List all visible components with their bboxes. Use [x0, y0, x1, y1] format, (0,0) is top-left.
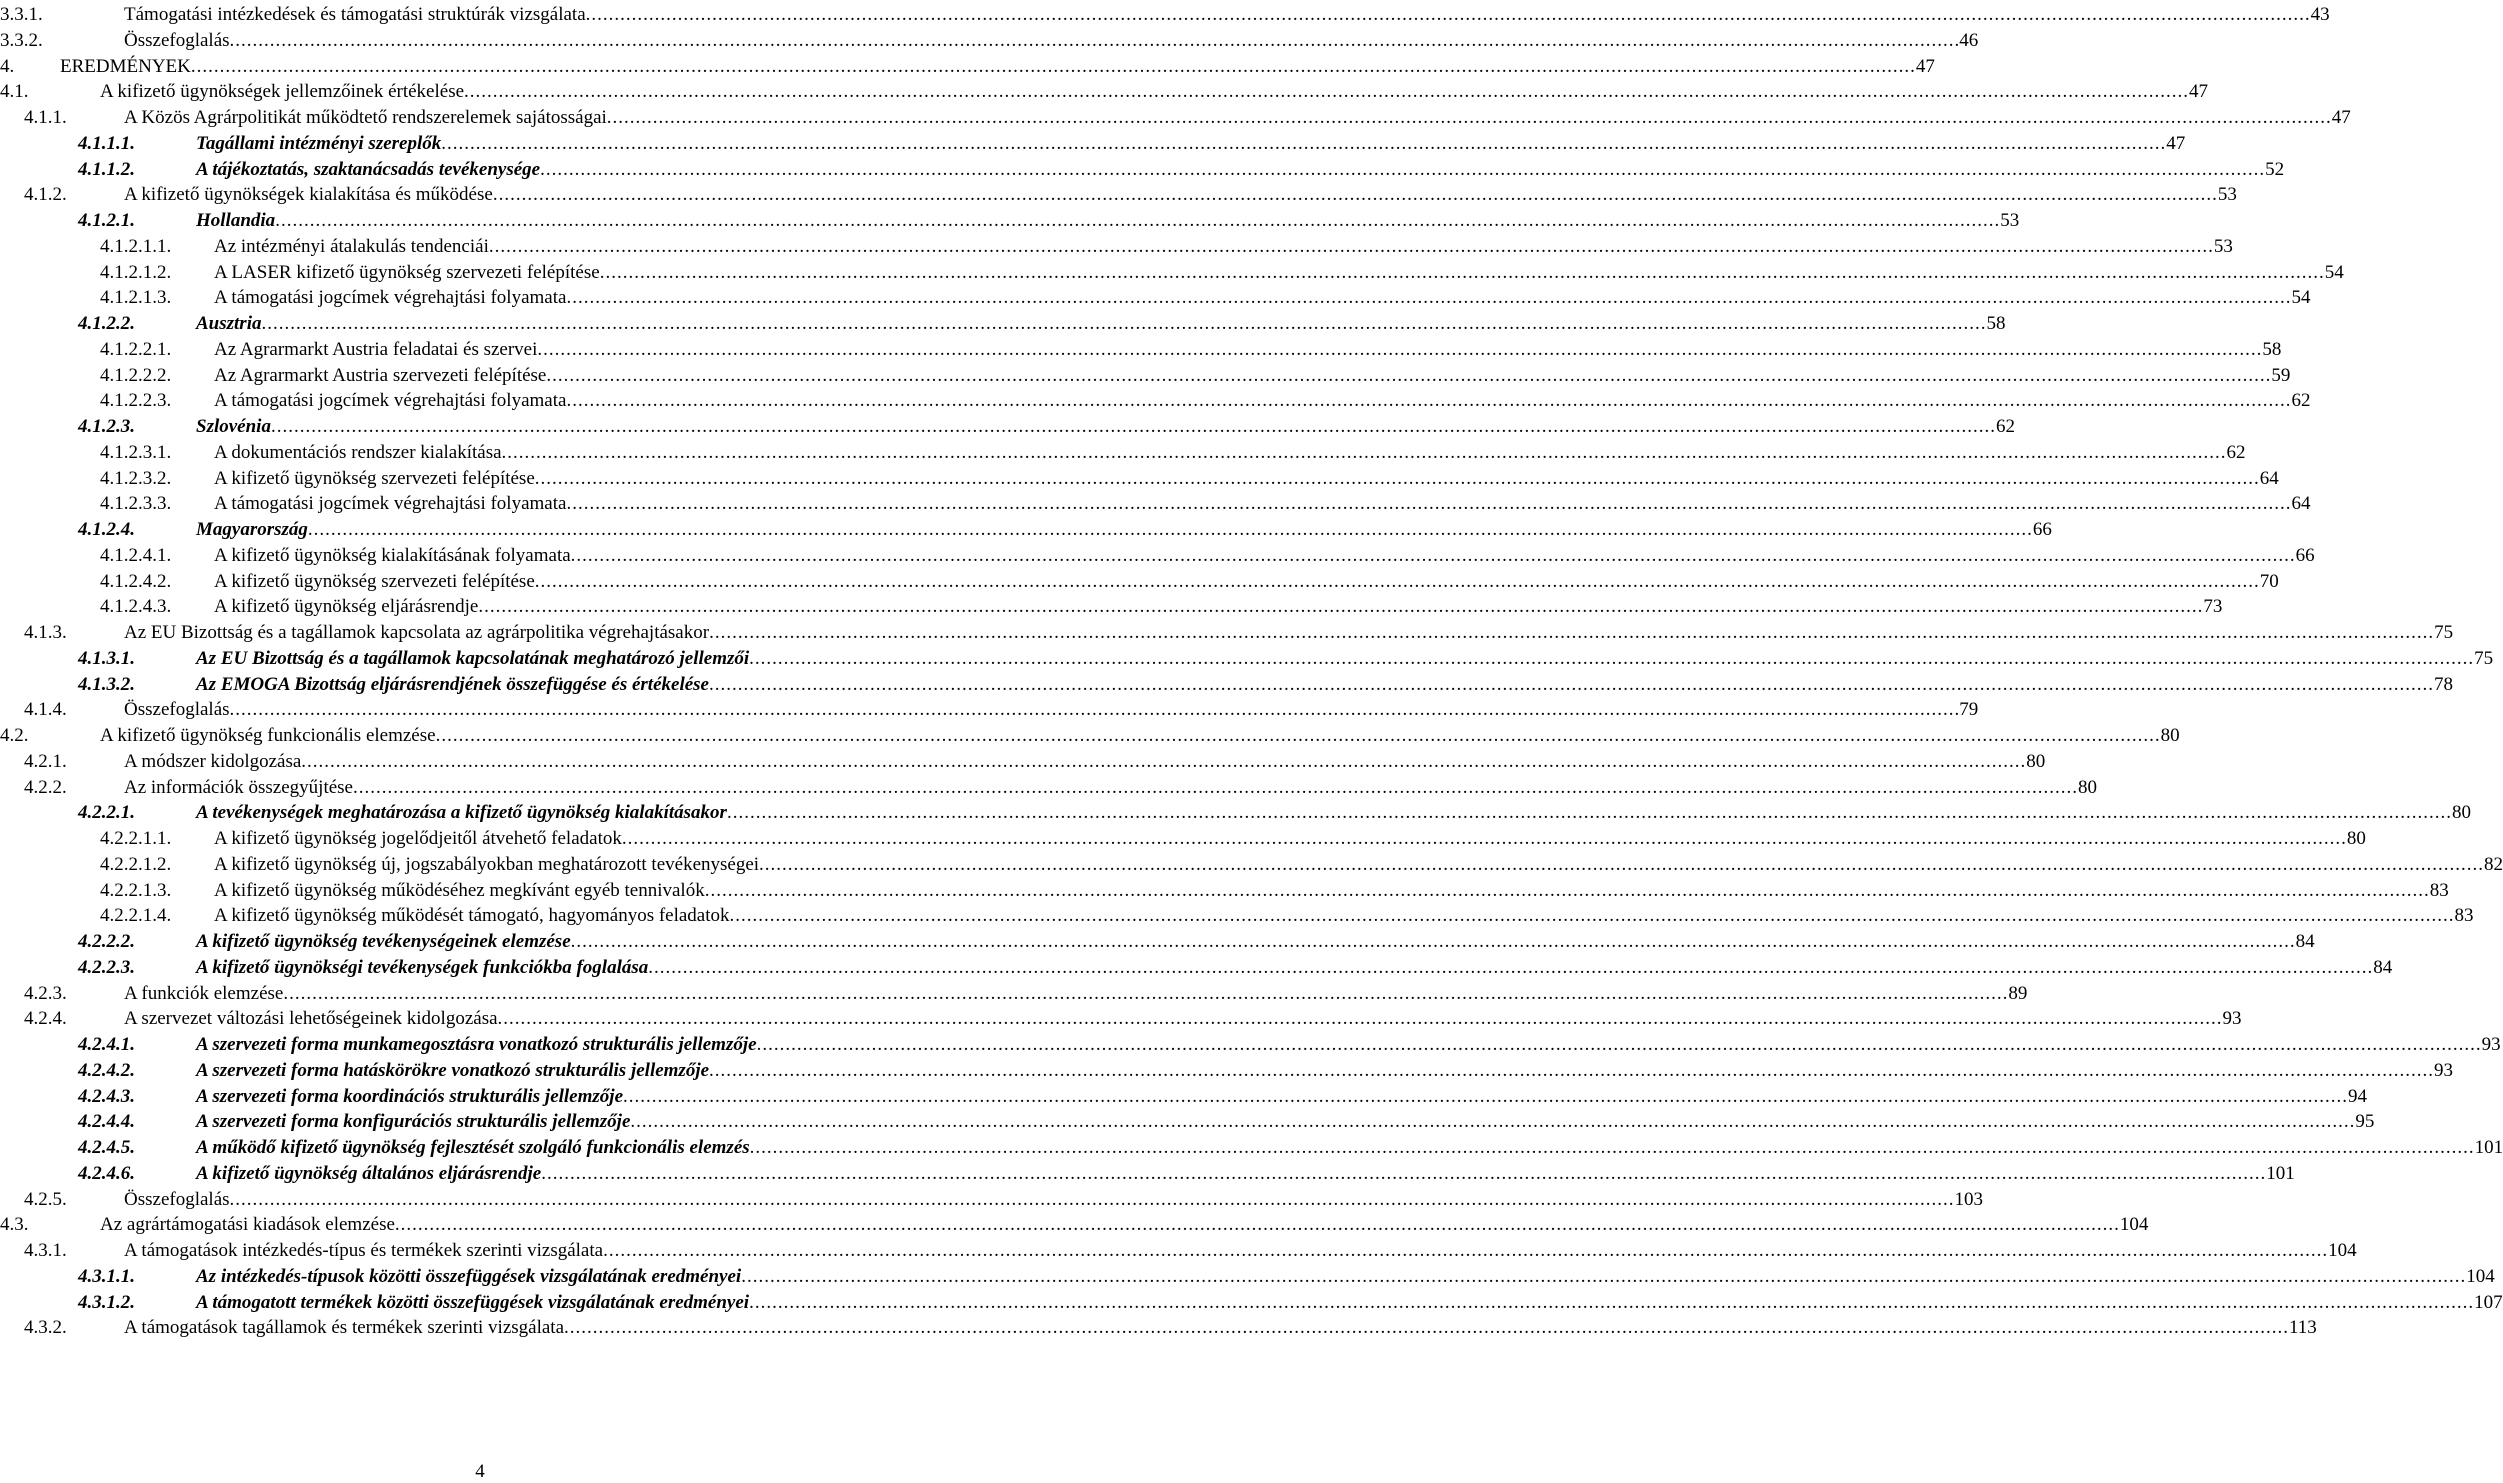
toc-entry-page: 103: [1954, 1188, 1984, 1210]
toc-entry[interactable]: [0, 723, 2180, 749]
toc-entry-page: 84: [2295, 931, 2315, 952]
toc-entry-number: 4.2.2.2.: [78, 931, 135, 952]
toc-entry-page: 104: [2466, 1265, 2495, 1287]
toc-entry-page: 53: [2000, 210, 2020, 231]
toc-entry-title: A támogatási jogcímek végrehajtási folyamata: [214, 493, 567, 515]
toc-entry-number: 4.: [0, 55, 15, 77]
toc-entry-number: 4.1.2.1.: [78, 210, 135, 231]
toc-entry-number: 4.2.4.5.: [78, 1137, 135, 1158]
toc-entry[interactable]: [0, 826, 2366, 852]
toc-entry-page: 89: [2008, 982, 2028, 1004]
toc-entry[interactable]: [0, 2, 2330, 28]
toc-dot-leader: ............................................................................................................................................................................................................................................................................................................: [709, 622, 2435, 643]
toc-entry[interactable]: [0, 491, 2311, 517]
toc-entry-page: 53: [2217, 184, 2237, 206]
toc-entry[interactable]: [0, 903, 2474, 929]
toc-entry-page: 80: [2346, 828, 2366, 849]
toc-entry[interactable]: [0, 672, 2453, 698]
toc-entry[interactable]: [0, 1187, 1984, 1213]
toc-dot-leader: ............................................................................................................................................................................................................................................................................................................: [566, 390, 2292, 412]
toc-entry-title: Az Agrarmarkt Austria szervezeti felépítése: [214, 364, 547, 386]
toc-entry[interactable]: [0, 543, 2315, 569]
toc-dot-leader: ............................................................................................................................................................................................................................................................................................................: [492, 184, 2218, 206]
toc-entry-title: A kifizető ügynökség működéséhez megkívánt egyéb tennivalók: [214, 879, 705, 901]
toc-entry-page: 113: [2289, 1317, 2317, 1339]
toc-entry-page: .79: [1954, 699, 1979, 721]
toc-entry-number: 3.3.1.: [0, 4, 43, 25]
toc-entry[interactable]: [0, 466, 2279, 492]
toc-entry[interactable]: [0, 1006, 2242, 1032]
toc-dot-leader: ............................................................................................................................................................................................................................................................................................................: [566, 287, 2292, 309]
toc-entry-page: 47: [2331, 107, 2351, 128]
toc-entry-number: 4.1.2.3.: [78, 416, 135, 437]
toc-entry[interactable]: [0, 388, 2311, 414]
toc-entry-title: A kifizető ügynökségi tevékenységek funkciókba foglalása: [196, 956, 649, 978]
toc-entry-page: 93: [2434, 1059, 2454, 1081]
toc-entry[interactable]: [0, 1290, 2503, 1316]
toc-dot-leader: ............................................................................................................................................................................................................................................................................................................: [630, 1111, 2356, 1133]
toc-dot-leader: ............................................................................................................................................................................................................................................................................................................: [275, 210, 2001, 231]
toc-entry-title: Az intézkedés-típusok közötti összefüggések vizsgálatának eredményei: [196, 1265, 742, 1287]
toc-dot-leader: ............................................................................................................................................................................................................................................................................................................: [726, 802, 2452, 824]
toc-entry-number: 4.2.4.: [24, 1008, 67, 1030]
toc-entry[interactable]: [0, 260, 2344, 286]
toc-entry-page: 82: [2484, 853, 2503, 875]
toc-entry-title: EREDMÉNYEK: [60, 55, 191, 77]
toc-entry[interactable]: [0, 620, 2454, 646]
toc-entry-page: 47: [1915, 55, 1935, 77]
toc-entry-title: A kifizető ügynökség jogelődjeitől átvehető feladatok: [214, 828, 622, 849]
toc-entry-title: Az EU Bizottság és a tagállamok kapcsolatának meghatározó jellemzői: [196, 647, 750, 669]
toc-entry-title: Az EU Bizottság és a tagállamok kapcsolata az agrárpolitika végrehajtásakor: [124, 622, 710, 643]
toc-entry[interactable]: [0, 1084, 2367, 1110]
toc-dot-leader: ............................................................................................................................................................................................................................................................................................................: [741, 1265, 2467, 1287]
toc-dot-leader: ............................................................................................................................................................................................................................................................................................................: [283, 982, 2009, 1004]
toc-entry[interactable]: [0, 337, 2282, 363]
toc-entry-page: 70: [2259, 570, 2279, 592]
toc-entry-title: Összefoglalás: [124, 29, 230, 51]
toc-entry[interactable]: [0, 1161, 2295, 1187]
toc-entry-number: 4.1.2.4.2.: [100, 570, 172, 592]
toc-entry-title: A működő kifizető ügynökség fejlesztését szolgáló funkcionális elemzés: [196, 1137, 750, 1158]
toc-entry-page: 104: [2328, 1240, 2357, 1261]
toc-entry-page: 62: [2226, 441, 2246, 463]
toc-entry-title: A támogatások tagállamok és termékek szerinti vizsgálata: [124, 1317, 565, 1339]
page-number: 4: [475, 1461, 485, 1482]
toc-dot-leader: ............................................................................................................................................................................................................................................................................................................: [478, 596, 2204, 618]
toc-entry-page: 83: [2454, 905, 2474, 927]
toc-dot-leader: ............................................................................................................................................................................................................................................................................................................: [229, 1188, 1955, 1210]
toc-entry-title: A támogatott termékek közötti összefüggések vizsgálatának eredményei: [196, 1291, 750, 1313]
toc-entry-page: 80: [2451, 802, 2471, 824]
toc-entry[interactable]: [0, 440, 2246, 466]
toc-entry-number: 4.1.3.1.: [78, 647, 135, 669]
toc-entry[interactable]: [0, 311, 2006, 337]
toc-entry-number: 4.1.2.4.: [78, 519, 135, 540]
toc-entry-number: 4.1.2.4.1.: [100, 544, 172, 566]
toc-entry-title: Támogatási intézkedések és támogatási struktúrák vizsgálata: [124, 4, 586, 25]
toc-dot-leader: ............................................................................................................................................................................................................................................................................................................: [307, 519, 2033, 540]
toc-dot-leader: ............................................................................................................................................................................................................................................................................................................: [564, 1317, 2290, 1339]
toc-entry-title: Szlovénia: [196, 416, 271, 437]
toc-entry-page: 93: [2222, 1008, 2242, 1030]
toc-entry[interactable]: [0, 1264, 2495, 1290]
toc-entry-number: 3.3.2.: [0, 29, 43, 51]
toc-entry-page: 54: [2291, 287, 2311, 309]
toc-entry-title: A kifizető ügynökség funkcionális elemzése: [100, 725, 436, 746]
toc-entry-number: 4.1.2.2.1.: [100, 338, 172, 360]
toc-entry-number: 4.3.1.1.: [78, 1265, 135, 1287]
toc-entry-title: A kifizető ügynökségek jellemzőinek értékelése: [100, 81, 465, 103]
toc-entry[interactable]: [0, 1032, 2501, 1058]
toc-entry-title: Összefoglalás: [124, 699, 230, 721]
toc-entry[interactable]: [0, 363, 2291, 389]
toc-entry-number: 4.1.2.3.3.: [100, 493, 172, 515]
toc-entry[interactable]: [0, 1058, 2454, 1084]
toc-entry-number: 4.2.2.1.: [78, 802, 135, 824]
toc-entry-number: 4.2.5.: [24, 1188, 67, 1210]
toc-dot-leader: ............................................................................................................................................................................................................................................................................................................: [566, 493, 2292, 515]
toc-entry[interactable]: [0, 157, 2285, 183]
toc-entry-number: 4.1.2.1.2.: [100, 261, 172, 283]
toc-entry-page: 73: [2203, 596, 2223, 618]
toc-entry-number: 4.1.2.2.2.: [100, 364, 172, 386]
toc-entry-title: A kifizető ügynökség kialakításának folyamata: [214, 544, 571, 566]
toc-entry-number: 4.1.2.1.3.: [100, 287, 172, 309]
toc-dot-leader: ............................................................................................................................................................................................................................................................................................................: [749, 1137, 2475, 1158]
toc-dot-leader: ............................................................................................................................................................................................................................................................................................................: [497, 1008, 2223, 1030]
toc-dot-leader: ............................................................................................................................................................................................................................................................................................................: [709, 673, 2434, 695]
toc-entry-number: 4.2.4.3.: [78, 1085, 135, 1107]
toc-entry[interactable]: [0, 852, 2503, 878]
toc-entry-page: 84: [2373, 956, 2393, 978]
toc-entry-title: Az intézményi átalakulás tendenciái: [214, 235, 489, 257]
toc-entry-title: A szervezeti forma munkamegosztásra vonatkozó strukturális jellemzője: [196, 1034, 757, 1055]
toc-entry-page: 107: [2474, 1291, 2503, 1313]
toc-entry-page: 62: [2291, 390, 2311, 412]
toc-entry-title: A kifizető ügynökség működését támogató, hagyományos feladatok: [214, 905, 730, 927]
toc-entry[interactable]: [0, 646, 2494, 672]
toc-entry-number: 4.2.: [0, 725, 29, 746]
toc-dot-leader: ............................................................................................................................................................................................................................................................................................................: [704, 879, 2430, 901]
toc-entry-number: 4.1.4.: [24, 699, 67, 721]
toc-dot-leader: ............................................................................................................................................................................................................................................................................................................: [570, 544, 2296, 566]
toc-entry-page: 80: [2026, 750, 2046, 772]
toc-entry-title: A kifizető ügynökség eljárásrendje: [214, 596, 479, 618]
toc-entry-number: 4.2.4.6.: [78, 1162, 135, 1184]
toc-entry-title: A tevékenységek meghatározása a kifizető ügynökség kialakításakor: [196, 802, 727, 824]
toc-entry[interactable]: [0, 54, 1935, 80]
toc-entry[interactable]: [0, 569, 2279, 595]
toc-entry-title: A dokumentációs rendszer kialakítása: [214, 441, 502, 463]
toc-entry[interactable]: [0, 594, 2223, 620]
toc-entry[interactable]: [0, 28, 1979, 54]
toc-dot-leader: ............................................................................................................................................................................................................................................................................................................: [352, 776, 2078, 798]
toc-entry-number: 4.3.1.: [24, 1240, 67, 1261]
toc-entry[interactable]: [0, 79, 2209, 105]
toc-dot-leader: ............................................................................................................................................................................................................................................................................................................: [606, 107, 2332, 128]
toc-dot-leader: ............................................................................................................................................................................................................................................................................................................: [190, 55, 1916, 77]
toc-entry-number: 4.2.2.1.1.: [100, 828, 172, 849]
toc-entry[interactable]: [0, 517, 2052, 543]
toc-entry-title: Ausztria: [196, 313, 262, 334]
toc-dot-leader: ............................................................................................................................................................................................................................................................................................................: [270, 416, 1996, 437]
toc-dot-leader: ............................................................................................................................................................................................................................................................................................................: [546, 364, 2272, 386]
toc-entry-title: Az Agrarmarkt Austria feladatai és szervei: [214, 338, 538, 360]
toc-dot-leader: ............................................................................................................................................................................................................................................................................................................: [229, 29, 1955, 51]
toc-entry-number: 4.2.2.1.3.: [100, 879, 172, 901]
toc-dot-leader: ............................................................................................................................................................................................................................................................................................................: [599, 261, 2325, 283]
toc-dot-leader: ............................................................................................................................................................................................................................................................................................................: [623, 1085, 2348, 1107]
toc-entry-page: 64: [2291, 493, 2311, 515]
toc-entry[interactable]: [0, 697, 1979, 723]
toc-entry-title: A funkciók elemzése: [124, 982, 284, 1004]
toc-entry-page: 75: [2434, 622, 2454, 643]
toc-entry[interactable]: [0, 981, 2028, 1007]
toc-entry-number: 4.3.2.: [24, 1317, 67, 1339]
toc-entry[interactable]: [0, 955, 2393, 981]
toc-entry-title: A támogatások intézkedés-típus és termékek szerinti vizsgálata: [124, 1240, 604, 1261]
toc-entry-number: 4.1.1.2.: [78, 158, 135, 180]
toc-entry-number: 4.2.4.1.: [78, 1034, 135, 1055]
toc-entry-title: Összefoglalás: [124, 1188, 230, 1210]
toc-entry[interactable]: [0, 1135, 2503, 1161]
toc-entry[interactable]: [0, 131, 2186, 157]
toc-entry-page: 83: [2429, 879, 2449, 901]
toc-entry[interactable]: [0, 1238, 2357, 1264]
toc-entry-page: 80: [2160, 725, 2180, 746]
toc-entry-title: A szervezeti forma hatáskörökre vonatkozó strukturális jellemzője: [196, 1059, 710, 1081]
toc-entry-page: 101: [2266, 1162, 2295, 1184]
toc-dot-leader: ............................................................................................................................................................................................................................................................................................................: [759, 853, 2485, 875]
toc-entry-title: A szervezet változási lehetőségeinek kidolgozása: [124, 1008, 498, 1030]
toc-entry[interactable]: [0, 414, 2015, 440]
toc-entry-number: 4.1.2.4.3.: [100, 596, 172, 618]
toc-dot-leader: ............................................................................................................................................................................................................................................................................................................: [540, 158, 2266, 180]
toc-dot-leader: ............................................................................................................................................................................................................................................................................................................: [488, 235, 2214, 257]
toc-entry-number: 4.2.2.1.4.: [100, 905, 172, 927]
toc-dot-leader: ............................................................................................................................................................................................................................................................................................................: [729, 905, 2455, 927]
toc-entry[interactable]: [0, 234, 2233, 260]
toc-entry-number: 4.1.: [0, 81, 29, 103]
toc-entry-number: 4.1.3.: [24, 622, 67, 643]
toc-dot-leader: ............................................................................................................................................................................................................................................................................................................: [749, 647, 2475, 669]
toc-entry[interactable]: [0, 929, 2315, 955]
toc-entry[interactable]: [0, 208, 2020, 234]
toc-entry-title: A kifizető ügynökség szervezeti felépítése: [214, 570, 535, 592]
toc-entry-number: 4.1.2.3.2.: [100, 467, 172, 489]
toc-entry-page: 58: [1986, 313, 2006, 334]
toc-entry-number: 4.1.2.: [24, 184, 67, 206]
toc-entry-number: 4.2.4.2.: [78, 1059, 135, 1081]
toc-entry-number: 4.3.: [0, 1214, 29, 1236]
toc-dot-leader: ............................................................................................................................................................................................................................................................................................................: [537, 338, 2263, 360]
toc-entry-title: A kifizető ügynökség új, jogszabályokban meghatározott tevékenységei: [214, 853, 760, 875]
toc-entry-title: A tájékoztatás, szaktanácsadás tevékenysége: [196, 158, 541, 180]
toc-dot-leader: ............................................................................................................................................................................................................................................................................................................: [441, 132, 2167, 154]
toc-entry-title: A szervezeti forma koordinációs strukturális jellemzője: [196, 1085, 623, 1107]
toc-entry-page: 47: [2189, 81, 2209, 103]
toc-entry-page: 52: [2265, 158, 2285, 180]
toc-dot-leader: ............................................................................................................................................................................................................................................................................................................: [301, 750, 2027, 772]
toc-entry-number: 4.1.1.1.: [78, 132, 135, 154]
toc-dot-leader: ............................................................................................................................................................................................................................................................................................................: [541, 1162, 2267, 1184]
toc-entry-page: 54: [2324, 261, 2344, 283]
toc-dot-leader: ............................................................................................................................................................................................................................................................................................................: [229, 699, 1955, 721]
toc-entry[interactable]: [0, 182, 2237, 208]
toc-entry-title: Az információk összegyűjtése: [124, 776, 353, 798]
toc-entry-number: 4.1.3.2.: [78, 673, 135, 695]
toc-dot-leader: ............................................................................................................................................................................................................................................................................................................: [749, 1291, 2475, 1313]
toc-entry[interactable]: [0, 1212, 2149, 1238]
toc-dot-leader: ............................................................................................................................................................................................................................................................................................................: [261, 313, 1987, 334]
toc-entry-number: 4.1.2.2.3.: [100, 390, 172, 412]
toc-entry-title: A módszer kidolgozása: [124, 750, 302, 772]
toc-entry-page: 66: [2032, 519, 2052, 540]
toc-entry-number: 4.2.2.: [24, 776, 67, 798]
toc-entry-number: 4.3.1.2.: [78, 1291, 135, 1313]
toc-entry-title: A támogatási jogcímek végrehajtási folyamata: [214, 287, 567, 309]
toc-dot-leader: ............................................................................................................................................................................................................................................................................................................: [534, 467, 2260, 489]
toc-entry-page: 75: [2474, 647, 2494, 669]
toc-entry-number: 4.2.2.3.: [78, 956, 135, 978]
toc-entry[interactable]: [0, 285, 2311, 311]
toc-dot-leader: ............................................................................................................................................................................................................................................................................................................: [621, 828, 2347, 849]
toc-entry-page: 64: [2259, 467, 2279, 489]
toc-entry-page: 93: [2481, 1034, 2501, 1055]
toc-entry[interactable]: [0, 749, 2046, 775]
toc-entry-page: 80: [2077, 776, 2097, 798]
toc-entry-page: 58: [2262, 338, 2282, 360]
toc-entry-title: A kifizető ügynökség szervezeti felépítése: [214, 467, 535, 489]
toc-entry-title: Hollandia: [196, 210, 276, 231]
toc-entry-page: 47: [2166, 132, 2186, 154]
toc-dot-leader: ............................................................................................................................................................................................................................................................................................................: [603, 1240, 2329, 1261]
toc-dot-leader: ............................................................................................................................................................................................................................................................................................................: [648, 956, 2374, 978]
toc-entry-title: A Közös Agrárpolitikát működtető rendszerelemek sajátosságai: [124, 107, 607, 128]
toc-entry-page: 62: [1995, 416, 2015, 437]
toc-entry-page: 59: [2271, 364, 2291, 386]
toc-entry-number: 4.1.2.3.1.: [100, 441, 172, 463]
toc-dot-leader: ............................................................................................................................................................................................................................................................................................................: [501, 441, 2227, 463]
toc-entry[interactable]: [0, 775, 2097, 801]
toc-entry-title: A kifizető ügynökségek kialakítása és működése: [124, 184, 493, 206]
toc-entry-title: A kifizető ügynökség általános eljárásrendje: [196, 1162, 542, 1184]
toc-dot-leader: ............................................................................................................................................................................................................................................................................................................: [756, 1034, 2482, 1055]
toc-entry-number: 4.2.1.: [24, 750, 67, 772]
toc-dot-leader: ............................................................................................................................................................................................................................................................................................................: [570, 931, 2296, 952]
toc-dot-leader: ............................................................................................................................................................................................................................................................................................................: [464, 81, 2190, 103]
toc-entry-title: Az agrártámogatási kiadások elemzése: [100, 1214, 395, 1236]
toc-dot-leader: ............................................................................................................................................................................................................................................................................................................: [534, 570, 2260, 592]
toc-entry-page: 78: [2434, 673, 2453, 695]
toc-entry-number: 4.1.2.1.1.: [100, 235, 172, 257]
toc-dot-leader: ............................................................................................................................................................................................................................................................................................................: [394, 1214, 2120, 1236]
toc-entry-number: 4.1.2.2.: [78, 313, 135, 334]
toc-entry[interactable]: [0, 878, 2449, 904]
toc-dot-leader: ............................................................................................................................................................................................................................................................................................................: [435, 725, 2161, 746]
toc-entry-title: Magyarország: [196, 519, 308, 540]
toc-entry-number: 4.2.4.4.: [78, 1111, 135, 1133]
toc-entry-number: 4.1.1.: [24, 107, 67, 128]
toc-entry-number: 4.2.3.: [24, 982, 67, 1004]
toc-entry-title: Az EMOGA Bizottság eljárásrendjének összefüggése és értékelése: [196, 673, 709, 695]
toc-entry[interactable]: [0, 1315, 2317, 1341]
toc-entry-page: 95: [2355, 1111, 2375, 1133]
toc-entry[interactable]: [0, 800, 2471, 826]
toc-entry[interactable]: [0, 1109, 2375, 1135]
toc-entry-number: 4.2.2.1.2.: [100, 853, 172, 875]
toc-entry[interactable]: [0, 105, 2351, 131]
toc-entry-title: A támogatási jogcímek végrehajtási folyamata: [214, 390, 567, 412]
toc-entry-title: Tagállami intézményi szereplők: [196, 132, 442, 154]
toc-entry-title: A szervezeti forma konfigurációs strukturális jellemzője: [196, 1111, 631, 1133]
toc-dot-leader: ............................................................................................................................................................................................................................................................................................................: [585, 4, 2311, 25]
toc-entry-page: 104: [2119, 1214, 2149, 1236]
toc-entry-page: 43: [2310, 4, 2330, 25]
toc-entry-page: 94: [2348, 1085, 2367, 1107]
toc-dot-leader: ............................................................................................................................................................................................................................................................................................................: [709, 1059, 2435, 1081]
toc-entry-title: A LASER kifizető ügynökség szervezeti felépítése: [214, 261, 600, 283]
toc-entry-page: 66: [2295, 544, 2315, 566]
toc-entry-page: 53: [2213, 235, 2233, 257]
toc-entry-page: .46: [1954, 29, 1979, 51]
toc-entry-title: A kifizető ügynökség tevékenységeinek elemzése: [196, 931, 571, 952]
toc-entry-page: 101: [2474, 1137, 2503, 1158]
